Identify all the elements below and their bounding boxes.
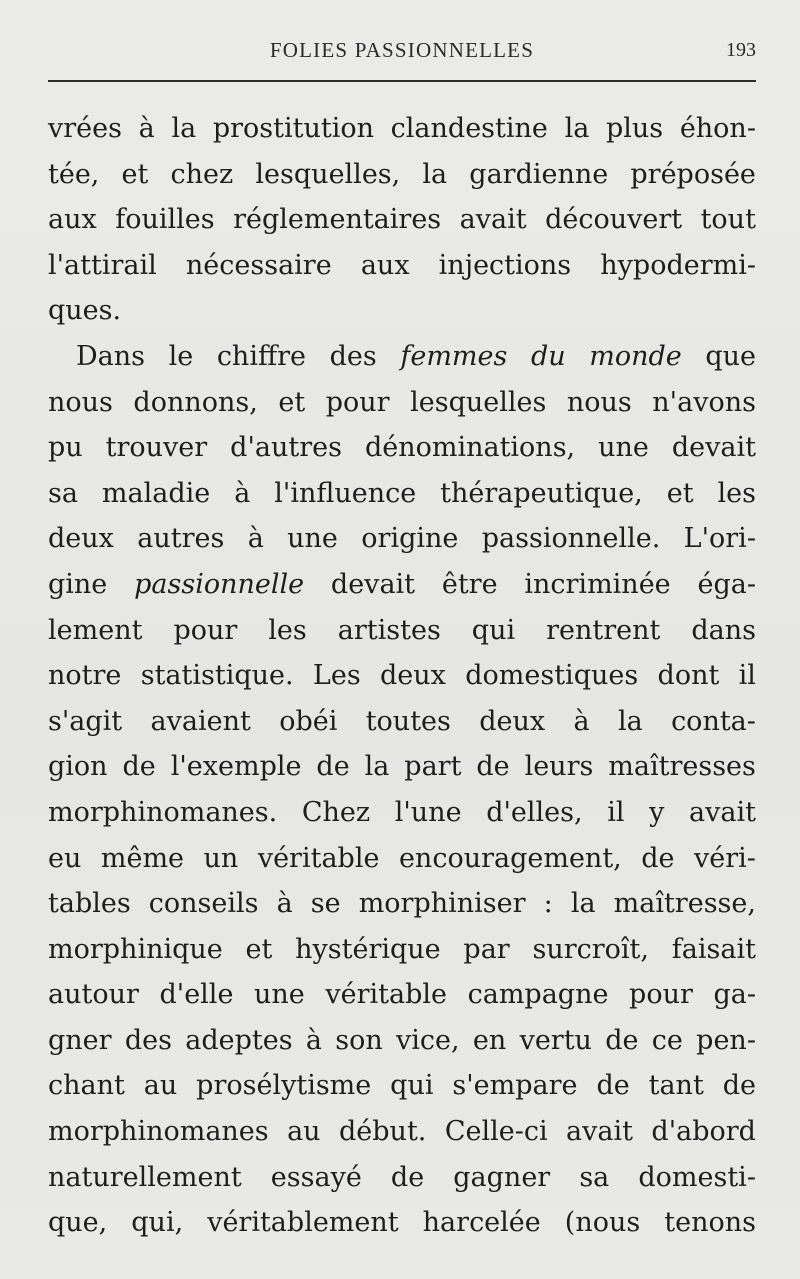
word: une: [254, 979, 305, 1011]
word: Chez: [301, 796, 371, 828]
word: de: [122, 751, 156, 783]
word: morphinique: [48, 933, 223, 965]
word: Les: [312, 660, 361, 692]
word: passionnelle.: [481, 523, 661, 555]
word: avait: [459, 204, 527, 236]
text-line: [48, 881, 756, 927]
italic-word: passionnelle: [134, 568, 305, 600]
word: des: [124, 1024, 172, 1056]
word: Celle-ci: [444, 1116, 548, 1148]
word: à: [276, 888, 293, 920]
word: une: [598, 432, 649, 464]
word: ga-: [713, 979, 756, 1011]
text-line: [48, 836, 756, 882]
word: tée,: [48, 158, 100, 190]
word: véritable: [325, 979, 447, 1011]
word: au: [287, 1116, 321, 1148]
word: à: [573, 705, 590, 737]
word: devait: [330, 568, 416, 600]
word: et: [121, 158, 149, 190]
word: pu: [48, 432, 83, 464]
word: pour: [629, 979, 693, 1011]
word: tout: [700, 204, 756, 236]
word: gagner: [453, 1161, 551, 1193]
word: au: [143, 1070, 178, 1102]
text-line: [48, 288, 756, 334]
word: et: [278, 386, 306, 418]
word: qui: [390, 1070, 434, 1102]
word: thérapeutique,: [440, 477, 643, 509]
word: vertu: [519, 1024, 592, 1056]
word: domestiques: [465, 660, 639, 692]
word: l'influence: [274, 477, 417, 509]
word: la: [364, 751, 390, 783]
word: artistes: [337, 614, 441, 646]
word: prosélytisme: [196, 1070, 372, 1102]
word: pour: [325, 386, 390, 418]
word: préposée: [630, 158, 756, 190]
word: gine: [48, 568, 108, 600]
italic-word: du: [530, 340, 566, 372]
word: des: [329, 340, 377, 372]
word: la: [570, 888, 596, 920]
word: et: [245, 933, 273, 965]
word: la: [617, 705, 643, 737]
word: de: [316, 751, 350, 783]
word: clandestine: [390, 113, 548, 144]
word: deux: [479, 705, 546, 737]
text-line: [48, 1155, 756, 1201]
word: conta-: [671, 705, 756, 737]
word: nécessaire: [185, 249, 332, 281]
text-line: [48, 516, 756, 562]
word: aux: [48, 204, 97, 236]
word: domesti-: [638, 1161, 756, 1193]
word: d'autres: [230, 432, 342, 464]
word: sa: [48, 477, 78, 509]
word: début.: [339, 1116, 427, 1148]
word: part: [404, 751, 462, 783]
word: les: [717, 477, 756, 509]
word: Dans: [76, 340, 145, 372]
word: conseils: [148, 888, 259, 920]
running-head: [48, 38, 756, 68]
word: adeptes: [185, 1024, 293, 1056]
word: fouilles: [115, 204, 215, 236]
text-line: [48, 653, 756, 699]
word: de: [390, 1161, 425, 1193]
word: aux: [360, 249, 410, 281]
word: l'attirail: [48, 249, 157, 281]
word: les: [268, 614, 307, 646]
word: vrées: [48, 113, 122, 144]
word: (nous: [564, 1207, 641, 1239]
word: se: [310, 888, 341, 920]
word: trouver: [105, 432, 208, 464]
word: découvert: [545, 204, 683, 236]
word: gner: [48, 1024, 112, 1056]
word: deux: [48, 523, 114, 555]
word: le: [168, 340, 194, 372]
word: origine: [361, 523, 459, 555]
text-line: [48, 790, 756, 836]
word: la: [564, 113, 590, 144]
word: même: [100, 842, 185, 874]
page-number: 193: [726, 39, 756, 61]
word: la: [171, 113, 197, 144]
word: de: [605, 1024, 639, 1056]
word: gardienne: [469, 158, 609, 190]
word: nous: [566, 386, 632, 418]
word: morphinomanes: [48, 1116, 269, 1148]
word: donnons,: [133, 386, 258, 418]
word: eu: [48, 842, 82, 874]
word: chant: [48, 1070, 125, 1102]
word: nous: [48, 386, 113, 418]
text-line: [48, 562, 756, 608]
word: avait: [566, 1116, 633, 1148]
word: hystérique: [295, 933, 441, 965]
word: notre: [48, 660, 122, 692]
word: morphiniser: [358, 888, 526, 920]
italic-word: monde: [589, 340, 682, 372]
word: ce: [651, 1024, 683, 1056]
text-line: [48, 106, 756, 152]
word: et: [666, 477, 694, 509]
word: que: [705, 340, 756, 372]
word: :: [543, 888, 553, 920]
word: essayé: [270, 1161, 362, 1193]
word: l'exemple: [170, 751, 302, 783]
word: véri-: [694, 842, 756, 874]
word: ques.: [48, 295, 122, 327]
word: véritablement: [207, 1207, 399, 1239]
italic-word: femmes: [400, 340, 508, 372]
word: il: [607, 796, 625, 828]
word: de: [722, 1070, 756, 1102]
word: lesquelles,: [255, 158, 401, 190]
word: hypodermi-: [600, 249, 756, 281]
text-line: [48, 927, 756, 973]
word: maîtresse,: [613, 888, 756, 920]
word: être: [441, 568, 498, 600]
word: qui: [471, 614, 516, 646]
word: naturellement: [48, 1161, 242, 1193]
word: à: [305, 1024, 322, 1056]
word: dénominations,: [364, 432, 576, 464]
text-line: [48, 1109, 756, 1155]
word: injections: [438, 249, 572, 281]
word: s'agit: [48, 705, 123, 737]
text-line: [48, 425, 756, 471]
word: par: [463, 933, 510, 965]
word: maîtresses: [608, 751, 756, 783]
word: rentrent: [546, 614, 661, 646]
word: qui,: [131, 1207, 184, 1239]
word: chiffre: [216, 340, 307, 372]
word: faisait: [671, 933, 756, 965]
word: éhon-: [679, 113, 756, 144]
word: avait: [689, 796, 756, 828]
word: autour: [48, 979, 139, 1011]
word: l'une: [394, 796, 462, 828]
word: autres: [137, 523, 225, 555]
word: d'elles,: [486, 796, 583, 828]
word: harcelée: [422, 1207, 541, 1239]
word: surcroît,: [532, 933, 649, 965]
word: sa: [579, 1161, 610, 1193]
word: tenons: [664, 1207, 756, 1239]
word: avaient: [150, 705, 251, 737]
word: une: [287, 523, 338, 555]
word: maladie: [101, 477, 211, 509]
word: d'abord: [651, 1116, 756, 1148]
word: plus: [605, 113, 664, 144]
text-line: [48, 1018, 756, 1064]
word: devait: [671, 432, 756, 464]
word: n'avons: [652, 386, 756, 418]
body-text: [48, 106, 756, 1246]
text-line: [48, 972, 756, 1018]
text-line: [48, 380, 756, 426]
word: tant: [648, 1070, 704, 1102]
word: son: [335, 1024, 383, 1056]
text-line: [48, 243, 756, 289]
text-line: [48, 1063, 756, 1109]
word: de: [476, 751, 510, 783]
text-line: [48, 1200, 756, 1246]
word: pour: [173, 614, 238, 646]
word: dont: [657, 660, 720, 692]
word: morphinomanes.: [48, 796, 278, 828]
text-line: [48, 744, 756, 790]
word: lesquelles: [410, 386, 547, 418]
word: il: [738, 660, 756, 692]
text-line: [48, 608, 756, 654]
word: d'elle: [159, 979, 234, 1011]
word: statistique.: [140, 660, 294, 692]
word: gion: [48, 751, 108, 783]
word: lement: [48, 614, 143, 646]
word: s'empare: [452, 1070, 578, 1102]
word: éga-: [697, 568, 756, 600]
word: campagne: [467, 979, 609, 1011]
word: L'ori-: [683, 523, 756, 555]
word: incriminée: [524, 568, 671, 600]
header-rule: [48, 80, 756, 82]
word: toutes: [365, 705, 451, 737]
word: de: [641, 842, 675, 874]
running-title: FOLIES PASSIONNELLES: [269, 38, 535, 62]
word: vice,: [396, 1024, 460, 1056]
word: véritable: [257, 842, 380, 874]
word: chez: [170, 158, 234, 190]
text-line: [48, 471, 756, 517]
word: en: [472, 1024, 507, 1056]
word: y: [649, 796, 665, 828]
word: leurs: [524, 751, 594, 783]
word: dans: [691, 614, 756, 646]
word: que,: [48, 1207, 108, 1239]
text-line: [48, 699, 756, 745]
word: pen-: [696, 1024, 756, 1056]
word: à: [247, 523, 264, 555]
word: obéi: [279, 705, 338, 737]
word: encouragement,: [398, 842, 622, 874]
word: la: [422, 158, 448, 190]
text-line: [48, 152, 756, 198]
word: de: [596, 1070, 630, 1102]
word: réglementaires: [233, 204, 442, 236]
word: à: [138, 113, 155, 144]
word: un: [203, 842, 239, 874]
word: prostitution: [212, 113, 374, 144]
text-line: [48, 197, 756, 243]
word: deux: [380, 660, 446, 692]
text-line: [48, 334, 756, 380]
word: à: [234, 477, 251, 509]
word: tables: [48, 888, 131, 920]
